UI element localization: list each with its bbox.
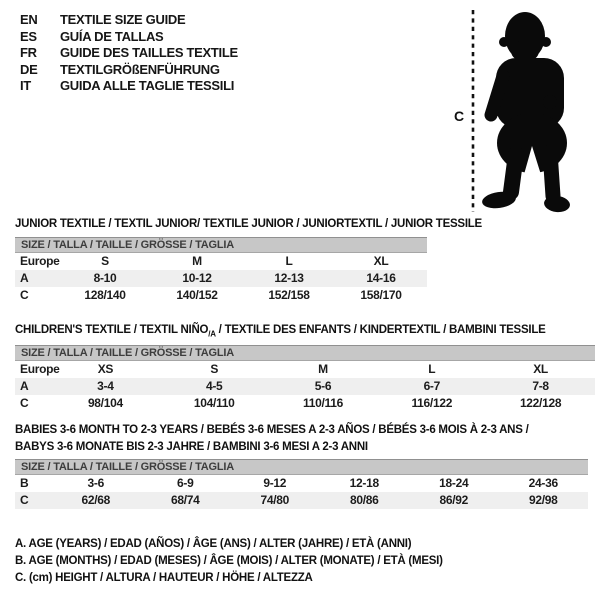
heading-subscript: /A: [208, 329, 216, 339]
language-row-es: [20, 29, 238, 46]
babies-section-heading: [15, 422, 529, 455]
table-cell: XL: [373, 254, 389, 268]
language-code: EN: [20, 12, 38, 27]
table-cell: 4-5: [205, 379, 223, 393]
table-row-a: [15, 378, 595, 395]
table-cell: L: [285, 254, 293, 268]
children-size-table: [15, 345, 595, 412]
table-cell: 62/68: [81, 493, 111, 507]
measure-label-c: C: [454, 108, 465, 124]
baby-height-figure: [450, 2, 600, 215]
table-cell: S: [210, 362, 219, 376]
baby-figure-svg: [450, 2, 600, 215]
language-title-list: [20, 12, 238, 95]
footnote-b: B. AGE (MONTHS) / EDAD (MESES) / ÂGE (MOIS) / ALTER (MONATE) / ETÀ (MESI): [15, 555, 443, 567]
table-cell: 74/80: [260, 493, 290, 507]
row-label: A: [20, 271, 29, 285]
table-cell: 3-6: [87, 476, 104, 490]
table-cell: S: [101, 254, 109, 268]
table-cell: 104/110: [193, 396, 235, 410]
language-title: TEXTILGRÖßENFÜHRUNG: [60, 61, 220, 77]
table-row-c: [15, 287, 427, 304]
size-bar: SIZE / TALLA / TAILLE / GRÖSSE / TAGLIA: [15, 345, 595, 361]
row-label: Europe: [20, 362, 60, 376]
table-row-europe: [15, 253, 427, 270]
table-cell: 152/158: [268, 288, 310, 302]
table-cell: 98/104: [87, 396, 123, 410]
size-bar: SIZE / TALLA / TAILLE / GRÖSSE / TAGLIA: [15, 237, 427, 253]
table-cell: 8-10: [93, 271, 117, 285]
table-cell: 10-12: [182, 271, 212, 285]
table-cell: L: [428, 362, 436, 376]
footnote-a: A. AGE (YEARS) / EDAD (AÑOS) / ÂGE (ANS) / ALTER (JAHRE) / ETÀ (ANNI): [15, 538, 412, 550]
language-code: IT: [20, 78, 31, 93]
table-cell: 18-24: [439, 476, 469, 490]
language-row-de: [20, 62, 238, 79]
junior-section-heading: JUNIOR TEXTILE / TEXTIL JUNIOR/ TEXTILE JUNIOR / JUNIORTEXTIL / JUNIOR TESSILE: [15, 218, 482, 230]
table-cell: XL: [533, 362, 548, 376]
language-code: DE: [20, 61, 38, 77]
language-title: TEXTILE SIZE GUIDE: [60, 12, 186, 27]
table-cell: M: [318, 362, 328, 376]
table-cell: 110/116: [303, 396, 343, 410]
table-cell: 6-7: [423, 379, 441, 393]
heading-text: CHILDREN'S TEXTILE / TEXTIL NIÑO: [15, 324, 209, 336]
table-row-c: [15, 492, 588, 509]
table-cell: 24-36: [528, 476, 558, 490]
language-row-fr: [20, 45, 238, 62]
language-row-it: [20, 78, 238, 95]
footnote-c: C. (cm) HEIGHT / ALTURA / HAUTEUR / HÖHE / ALTEZZA: [15, 572, 313, 584]
language-title: GUIDA ALLE TAGLIE TESSILI: [60, 78, 235, 93]
table-cell: 116/122: [411, 396, 453, 410]
junior-size-table: [15, 237, 427, 304]
language-title: GUÍA DE TALLAS: [60, 28, 164, 44]
size-bar: SIZE / TALLA / TAILLE / GRÖSSE / TAGLIA: [15, 459, 588, 475]
table-cell: XS: [97, 362, 114, 376]
row-label: C: [20, 396, 29, 410]
table-cell: 12-13: [274, 271, 304, 285]
language-row-en: [20, 12, 238, 29]
table-cell: 12-18: [349, 476, 379, 490]
table-cell: 158/170: [360, 288, 402, 302]
heading-line-1: BABIES 3-6 MONTH TO 2-3 YEARS / BEBÉS 3-6 MESES A 2-3 AÑOS / BÉBÉS 3-6 MOIS À 2-3 ANS /: [15, 424, 529, 436]
babies-size-table: [15, 459, 588, 509]
language-code: ES: [20, 28, 37, 44]
table-row-a: [15, 270, 427, 287]
table-cell: 68/74: [170, 493, 200, 507]
table-cell: 128/140: [84, 288, 126, 302]
row-label: A: [20, 379, 29, 393]
table-cell: 7-8: [532, 379, 549, 393]
table-row-europe: [15, 361, 595, 378]
language-code: FR: [20, 45, 37, 60]
table-cell: 122/128: [519, 396, 562, 410]
table-row-b: [15, 475, 588, 492]
measure-footnotes: [15, 536, 443, 587]
table-cell: 5-6: [314, 379, 332, 393]
baby-silhouette-icon: [481, 12, 571, 213]
heading-line-2: BABYS 3-6 MONATE BIS 2-3 JAHRE / BAMBINI 3-6 MESI A 2-3 ANNI: [15, 440, 368, 453]
row-label: Europe: [20, 254, 60, 268]
table-cell: 6-9: [177, 476, 194, 490]
table-cell: 86/92: [439, 493, 469, 507]
row-label: C: [20, 288, 29, 302]
table-cell: M: [192, 254, 202, 268]
table-cell: 14-16: [366, 271, 396, 285]
table-row-c: [15, 395, 595, 412]
language-title: GUIDE DES TAILLES TEXTILE: [60, 45, 238, 60]
children-section-heading: [15, 324, 546, 338]
table-cell: 3-4: [97, 379, 114, 393]
heading-text: / TEXTILE DES ENFANTS / KINDERTEXTIL / BAMBINI TESSILE: [215, 324, 546, 336]
table-cell: 80/86: [349, 493, 379, 507]
table-cell: 9-12: [263, 476, 287, 490]
row-label: B: [20, 476, 29, 490]
row-label: C: [20, 493, 29, 507]
table-cell: 92/98: [528, 493, 558, 507]
table-cell: 140/152: [176, 288, 218, 302]
